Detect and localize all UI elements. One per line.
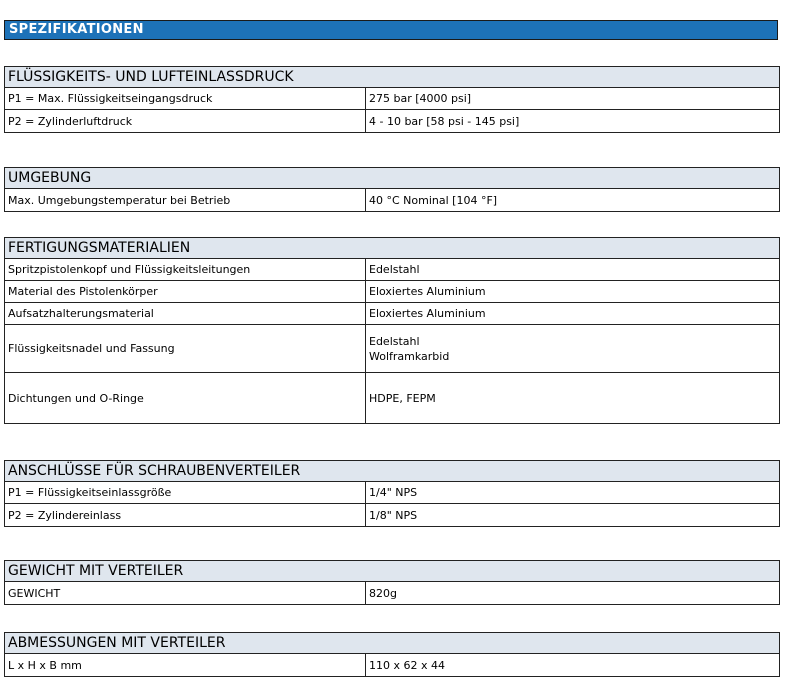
table-row — [5, 582, 779, 604]
row-value-line: Wolframkarbid — [369, 349, 450, 363]
section-fluid-air-pressure — [4, 66, 780, 133]
row-label: Aufsatzhalterungsmaterial — [5, 303, 366, 324]
row-label: GEWICHT — [5, 582, 366, 604]
row-label: Max. Umgebungstemperatur bei Betrieb — [5, 189, 366, 211]
section-materials — [4, 237, 780, 424]
table-row — [5, 325, 779, 373]
section-environment — [4, 167, 780, 212]
table-row — [5, 303, 779, 325]
section-header: ANSCHLÜSSE FÜR SCHRAUBENVERTEILER — [5, 461, 779, 482]
section-header: FERTIGUNGSMATERIALIEN — [5, 238, 779, 259]
row-label: Material des Pistolenkörper — [5, 281, 366, 302]
table-row — [5, 281, 779, 303]
row-value: 820g — [369, 586, 397, 600]
section-weight — [4, 560, 780, 605]
row-value: 40 °C Nominal [104 °F] — [369, 193, 498, 207]
row-value: 4 - 10 bar [58 psi - 145 psi] — [369, 114, 520, 128]
section-header: UMGEBUNG — [5, 168, 779, 189]
row-label: P1 = Flüssigkeitseinlassgröße — [5, 482, 366, 503]
table-row — [5, 189, 779, 211]
table-row — [5, 504, 779, 526]
table-row — [5, 259, 779, 281]
row-label: P2 = Zylinderluftdruck — [5, 110, 366, 132]
section-header: ABMESSUNGEN MIT VERTEILER — [5, 633, 779, 654]
table-row — [5, 482, 779, 504]
row-value: Eloxiertes Aluminium — [369, 307, 486, 320]
row-value: 1/8" NPS — [369, 508, 418, 522]
section-header: GEWICHT MIT VERTEILER — [5, 561, 779, 582]
section-dimensions — [4, 632, 780, 677]
row-label: L x H x B mm — [5, 654, 366, 676]
row-value-line: Edelstahl — [369, 334, 420, 348]
table-row — [5, 373, 779, 423]
section-header: FLÜSSIGKEITS- UND LUFTEINLASSDRUCK — [5, 67, 779, 88]
row-label: Spritzpistolenkopf und Flüssigkeitsleitungen — [5, 259, 366, 280]
row-value: 110 x 62 x 44 — [369, 658, 445, 672]
table-row — [5, 88, 779, 110]
row-label: Dichtungen und O-Ringe — [5, 373, 366, 423]
table-row — [5, 654, 779, 676]
row-value: 1/4" NPS — [369, 486, 418, 499]
row-label: P1 = Max. Flüssigkeitseingangsdruck — [5, 88, 366, 109]
row-value: Eloxiertes Aluminium — [369, 285, 486, 298]
row-label: P2 = Zylindereinlass — [5, 504, 366, 526]
page-title: SPEZIFIKATIONEN — [4, 20, 778, 40]
row-value: 275 bar [4000 psi] — [369, 92, 472, 105]
row-value: Edelstahl — [369, 263, 420, 276]
section-manifold-connections — [4, 460, 780, 527]
row-value — [366, 325, 779, 372]
table-row — [5, 110, 779, 132]
row-value: HDPE, FEPM — [369, 391, 436, 405]
row-label: Flüssigkeitsnadel und Fassung — [5, 325, 366, 372]
